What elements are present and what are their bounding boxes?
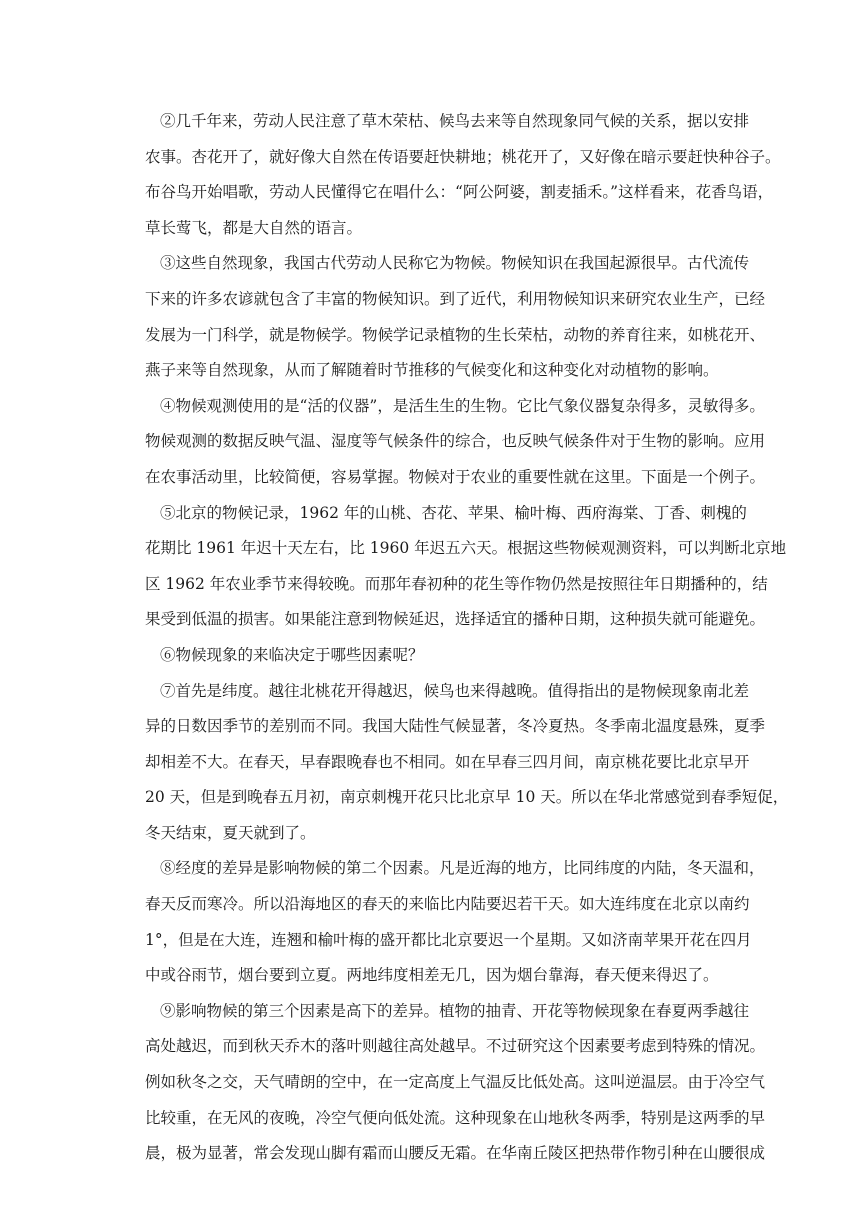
- text-line: 布谷鸟开始唱歌，劳动人民懂得它在唱什么：“阿公阿婆，割麦插禾。”这样看来，花香鸟语，: [145, 183, 774, 202]
- paragraph-5: [145, 496, 787, 638]
- text-line: 比较重，在无风的夜晚，冷空气便向低处流。这种现象在山地秋冬两季，特别是这两季的早: [145, 1108, 766, 1127]
- text-line: ⑥物候现象的来临决定于哪些因素呢？: [160, 645, 424, 664]
- text-line: 却相差不大。在春天，早春跟晚春也不相同。如在早春三四月间，南京桃花要比北京早开: [145, 752, 750, 771]
- text-line: 农事。杏花开了，就好像大自然在传语要赶快耕地；桃花开了，又好像在暗示要赶快种谷子。: [145, 147, 781, 166]
- text-line: 物候观测的数据反映气温、湿度等气候条件的综合，也反映气候条件对于生物的影响。应用: [145, 432, 766, 451]
- paragraph-6: [145, 638, 731, 674]
- text-line: 1°，但是在大连，连翘和榆叶梅的盛开都比北京要迟一个星期。又如济南苹果开花在四月: [145, 930, 752, 949]
- paragraph-2: [145, 104, 781, 246]
- text-line: 区 1962 年农业季节来得较晚。而那年春初种的花生等作物仍然是按照往年日期播种的，结: [145, 574, 768, 593]
- text-line: ②几千年来，劳动人民注意了草木荣枯、候鸟去来等自然现象同气候的关系，据以安排: [160, 112, 750, 130]
- text-line: 晨，极为显著，常会发现山脚有霜而山腰反无霜。在华南丘陵区把热带作物引种在山腰很成: [145, 1144, 766, 1163]
- text-line: 异的日数因季节的差别而不同。我国大陆性气候显著，冬冷夏热。冬季南北温度悬殊，夏季: [145, 717, 766, 736]
- text-line: 下来的许多农谚就包含了丰富的物候知识。到了近代，利用物候知识来研究农业生产，已经: [145, 289, 766, 308]
- text-line: ⑤北京的物候记录，1962 年的山桃、杏花、苹果、榆叶梅、西府海棠、丁香、刺槐的: [160, 503, 747, 522]
- text-line: ⑨影响物候的第三个因素是高下的差异。植物的抽青、开花等物候现象在春夏两季越往: [160, 1001, 750, 1020]
- text-line: 冬天结束，夏天就到了。: [145, 823, 316, 842]
- text-line: 中或谷雨节，烟台要到立夏。两地纬度相差无几，因为烟台靠海，春天便来得迟了。: [145, 966, 719, 985]
- text-line: 在农事活动里，比较简便，容易掌握。物候对于农业的重要性就在这里。下面是一个例子。: [145, 467, 766, 486]
- text-line: ⑦首先是纬度。越往北桃花开得越迟，候鸟也来得越晚。值得指出的是物候现象南北差: [160, 681, 750, 700]
- text-line: 果受到低温的损害。如果能注意到物候延迟，选择适宜的播种日期，这种损失就可能避免。: [145, 610, 766, 629]
- text-line: 高处越迟，而到秋天乔木的落叶则越往高处越早。不过研究这个因素要考虑到特殊的情况。: [145, 1037, 766, 1056]
- article-body: [145, 104, 789, 1172]
- paragraph-8: [145, 851, 765, 993]
- text-line: 草长莺飞，都是大自然的语言。: [145, 218, 363, 237]
- text-line: ③这些自然现象，我国古代劳动人民称它为物候。物候知识在我国起源很早。古代流传: [160, 254, 750, 273]
- text-line: ⑧经度的差异是影响物候的第二个因素。凡是近海的地方，比同纬度的内陆，冬天温和，: [160, 859, 765, 878]
- text-line: 燕子来等自然现象，从而了解随着时节推移的气候变化和这种变化对动植物的影响。: [145, 361, 719, 380]
- text-line: 例如秋冬之交，天气晴朗的空中，在一定高度上气温反比低处高。这叫逆温层。由于冷空气: [145, 1073, 766, 1092]
- text-line: 20 天，但是到晚春五月初，南京刺槐开花只比北京早 10 天。所以在华北常感觉到春季短促，: [145, 788, 789, 807]
- paragraph-7: [145, 674, 789, 852]
- paragraph-9: [145, 994, 766, 1172]
- paragraph-4: [145, 389, 766, 496]
- text-line: 发展为一门科学，就是物候学。物候学记录植物的生长荣枯，动物的养育往来，如桃花开、: [145, 325, 766, 344]
- text-line: ④物候观测使用的是“活的仪器”，是活生生的生物。它比气象仪器复杂得多，灵敏得多。: [160, 396, 765, 415]
- paragraph-3: [145, 246, 766, 388]
- text-line: 春天反而寒冷。所以沿海地区的春天的来临比内陆要迟若干天。如大连纬度在北京以南约: [145, 895, 750, 914]
- text-line: 花期比 1961 年迟十天左右，比 1960 年迟五六天。根据这些物候观测资料，可以判断北京地: [145, 539, 787, 558]
